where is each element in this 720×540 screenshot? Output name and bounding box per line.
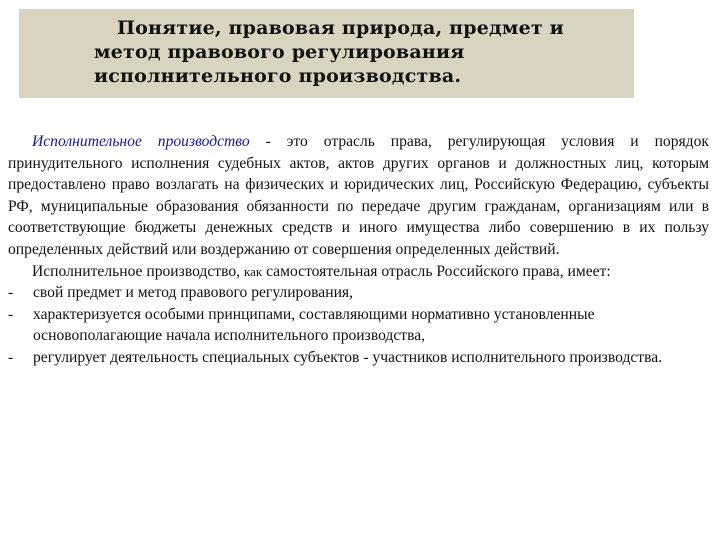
list-item-text: регулирует деятельность специальных субъектов - участников исполнительного производства. bbox=[33, 348, 663, 366]
second-paragraph-start: Исполнительное производство, bbox=[32, 262, 244, 280]
list-item bbox=[8, 304, 709, 347]
second-paragraph-small-word: как bbox=[243, 263, 263, 279]
title-banner bbox=[19, 9, 634, 98]
list-item-text: характеризуется особыми принципами, составляющими нормативно установленные основополагающие начала исполнительного производства, bbox=[33, 305, 595, 345]
body-text bbox=[8, 131, 709, 369]
definition-term: Исполнительное производство bbox=[32, 133, 250, 150]
definition-paragraph bbox=[8, 131, 709, 261]
list-dash: - bbox=[8, 348, 14, 366]
title-line-1: Понятие, правовая природа, предмет и bbox=[117, 17, 564, 39]
list-item-text: свой предмет и метод правового регулирования, bbox=[33, 284, 353, 302]
second-paragraph-rest: самостоятельная отрасль Российского права, имеет: bbox=[262, 262, 611, 280]
second-paragraph bbox=[8, 261, 709, 283]
list-item bbox=[8, 347, 709, 369]
slide-title bbox=[94, 16, 614, 88]
list-item bbox=[8, 282, 709, 304]
list-dash: - bbox=[8, 305, 14, 323]
title-line-2: метод правового регулирования bbox=[94, 41, 465, 63]
list-dash: - bbox=[8, 284, 14, 302]
definition-text: - это отрасль права, регулирующая условия и порядок принудительного исполнения судебных актов, актов других органов и должностных лиц, которым предоставлено право возлагать на физических и юридических лиц, Российскую Федерацию, субъекты РФ, муниципальные образования обязанности по передаче другим гражданам, организациям или в соответствующие бюджеты денежных средств и иного имущества либо совершению в их пользу определенных действий или воздержанию от совершения определенных действий. bbox=[8, 133, 709, 258]
title-line-3: исполнительного производства. bbox=[94, 65, 462, 87]
